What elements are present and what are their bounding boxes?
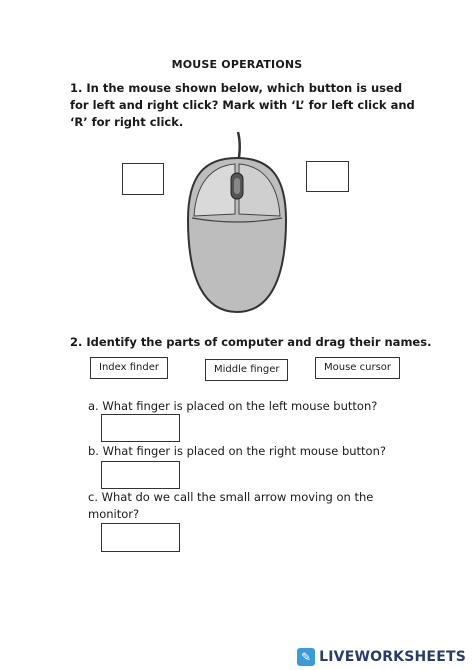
liveworksheets-icon: ✎ (297, 648, 315, 666)
sub-question-c: c. What do we call the small arrow moving on the monitor? (88, 490, 374, 521)
question-1-text: 1. In the mouse shown below, which button is used for left and right click? Mark with ‘L’ for left click and ‘R’ for right click. (70, 81, 415, 129)
left-click-answer-box[interactable] (122, 163, 164, 195)
word-chip-index-finder[interactable]: Index finder (90, 357, 168, 379)
sub-question-b: b. What finger is placed on the right mouse button? (88, 444, 386, 458)
worksheet-title: MOUSE OPERATIONS (171, 58, 303, 71)
question-2-text: 2. Identify the parts of computer and drag their names. (70, 335, 432, 349)
right-click-answer-box[interactable] (306, 161, 349, 192)
word-chip-mouse-cursor[interactable]: Mouse cursor (315, 357, 400, 379)
brand-name: LIVEWORKSHEETS (319, 649, 466, 665)
computer-mouse-image (180, 130, 295, 315)
word-chip-middle-finger[interactable]: Middle finger (205, 359, 288, 381)
answer-drop-box-a[interactable] (101, 414, 180, 442)
liveworksheets-logo (297, 648, 466, 666)
answer-drop-box-c[interactable] (101, 523, 180, 552)
answer-drop-box-b[interactable] (101, 461, 180, 489)
sub-question-a: a. What finger is placed on the left mouse button? (88, 399, 378, 413)
